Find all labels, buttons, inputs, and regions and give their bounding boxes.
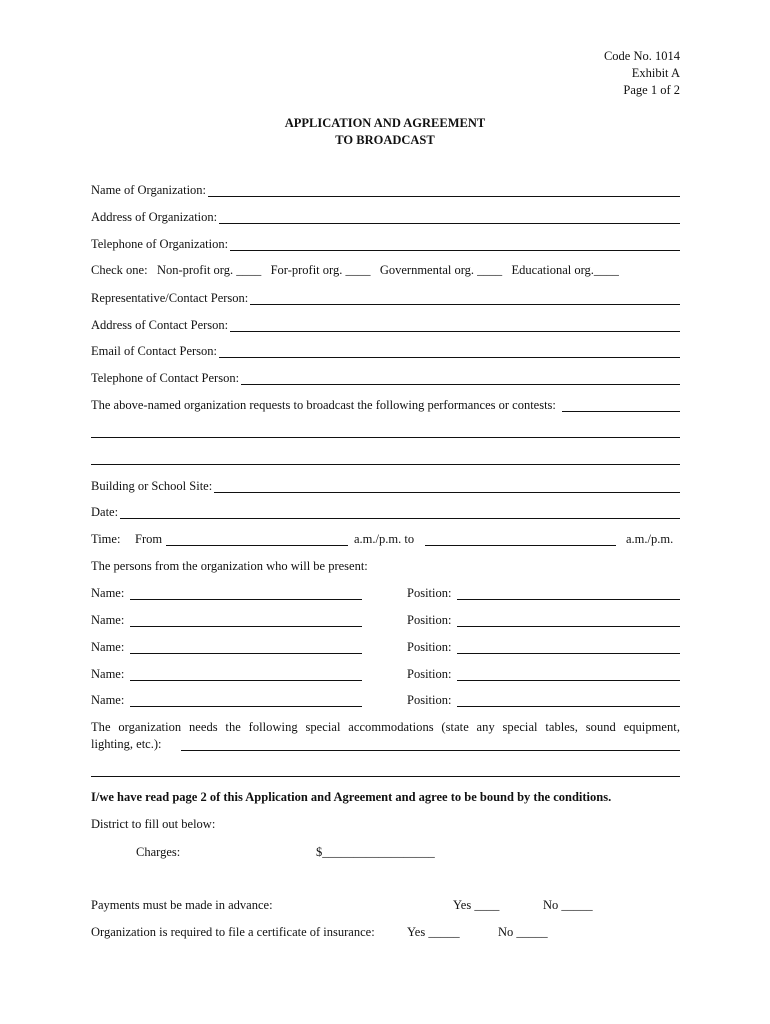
- person-position-1[interactable]: [407, 586, 680, 600]
- person-position-2[interactable]: [407, 613, 680, 627]
- person-name-2[interactable]: [91, 613, 362, 627]
- org-telephone-field[interactable]: [91, 237, 680, 251]
- accommodations-text-line1: The organization needs the following special accommodations (state any special tables, sound equipment,: [91, 720, 680, 734]
- page-title-line1: APPLICATION AND AGREEMENT: [284, 116, 486, 130]
- name-label: Name:: [91, 667, 125, 681]
- broadcast-request-line-2[interactable]: [91, 437, 680, 438]
- contact-email-label: Email of Contact Person:: [91, 344, 218, 358]
- contact-address-label: Address of Contact Person:: [91, 318, 229, 332]
- contact-person-label: Representative/Contact Person:: [91, 291, 249, 305]
- time-to-input[interactable]: [425, 545, 616, 546]
- time-label: Time:: [91, 532, 121, 546]
- person-name-3[interactable]: [91, 640, 362, 654]
- person-name-4[interactable]: [91, 667, 362, 681]
- org-telephone-label: Telephone of Organization:: [91, 237, 229, 251]
- contact-address-field[interactable]: [91, 318, 680, 332]
- org-address-field[interactable]: [91, 210, 680, 224]
- time-ampm-label: a.m./p.m.: [626, 532, 674, 546]
- payments-label: Payments must be made in advance:: [91, 898, 273, 912]
- contact-email-field[interactable]: [91, 344, 680, 358]
- person-position-4[interactable]: [407, 667, 680, 681]
- broadcast-request-field[interactable]: [91, 398, 680, 412]
- person-name-1[interactable]: [91, 586, 362, 600]
- broadcast-request-line-3[interactable]: [91, 464, 680, 465]
- insurance-no[interactable]: No _____: [498, 925, 548, 939]
- contact-person-field[interactable]: [91, 291, 680, 305]
- payments-no[interactable]: No _____: [543, 898, 593, 912]
- site-label: Building or School Site:: [91, 479, 213, 493]
- time-from-label: From: [135, 532, 163, 546]
- site-field[interactable]: [91, 479, 680, 493]
- charges-label: Charges:: [136, 845, 181, 859]
- org-type-checklist[interactable]: Check one: Non-profit org. ____ For-profit org. ____ Governmental org. ____ Educational org.____: [91, 263, 619, 277]
- person-position-3[interactable]: [407, 640, 680, 654]
- exhibit-label: Exhibit A: [631, 66, 680, 80]
- name-label: Name:: [91, 640, 125, 654]
- position-label: Position:: [407, 693, 452, 707]
- name-label: Name:: [91, 693, 125, 707]
- charges-input[interactable]: $__________________: [316, 845, 435, 859]
- person-name-5[interactable]: [91, 693, 362, 707]
- org-name-field[interactable]: [91, 183, 680, 197]
- contact-telephone-field[interactable]: [91, 371, 680, 385]
- insurance-label: Organization is required to file a certificate of insurance:: [91, 925, 375, 939]
- date-label: Date:: [91, 505, 119, 519]
- page-number: Page 1 of 2: [623, 83, 680, 97]
- position-label: Position:: [407, 613, 452, 627]
- code-number: Code No. 1014: [603, 49, 680, 63]
- position-label: Position:: [407, 640, 452, 654]
- district-intro: District to fill out below:: [91, 817, 216, 831]
- broadcast-request-label: The above-named organization requests to broadcast the following performances or contests:: [91, 398, 556, 412]
- persons-intro: The persons from the organization who will be present:: [91, 559, 368, 573]
- org-name-label: Name of Organization:: [91, 183, 207, 197]
- contact-telephone-label: Telephone of Contact Person:: [91, 371, 240, 385]
- org-address-label: Address of Organization:: [91, 210, 218, 224]
- position-label: Position:: [407, 586, 452, 600]
- time-to-label: a.m./p.m. to: [354, 532, 415, 546]
- name-label: Name:: [91, 586, 125, 600]
- page-title-line2: TO BROADCAST: [335, 133, 435, 147]
- name-label: Name:: [91, 613, 125, 627]
- person-position-5[interactable]: [407, 693, 680, 707]
- date-field[interactable]: [91, 505, 680, 519]
- accommodations-text-line2: lighting, etc.):: [91, 737, 162, 751]
- agreement-statement: I/we have read page 2 of this Application and Agreement and agree to be bound by the conditions.: [91, 790, 612, 804]
- time-from-input[interactable]: [166, 545, 348, 546]
- accommodations-input-line-1[interactable]: [181, 750, 680, 751]
- insurance-yes[interactable]: Yes _____: [407, 925, 460, 939]
- accommodations-input-line-2[interactable]: [91, 776, 680, 777]
- position-label: Position:: [407, 667, 452, 681]
- payments-yes[interactable]: Yes ____: [453, 898, 500, 912]
